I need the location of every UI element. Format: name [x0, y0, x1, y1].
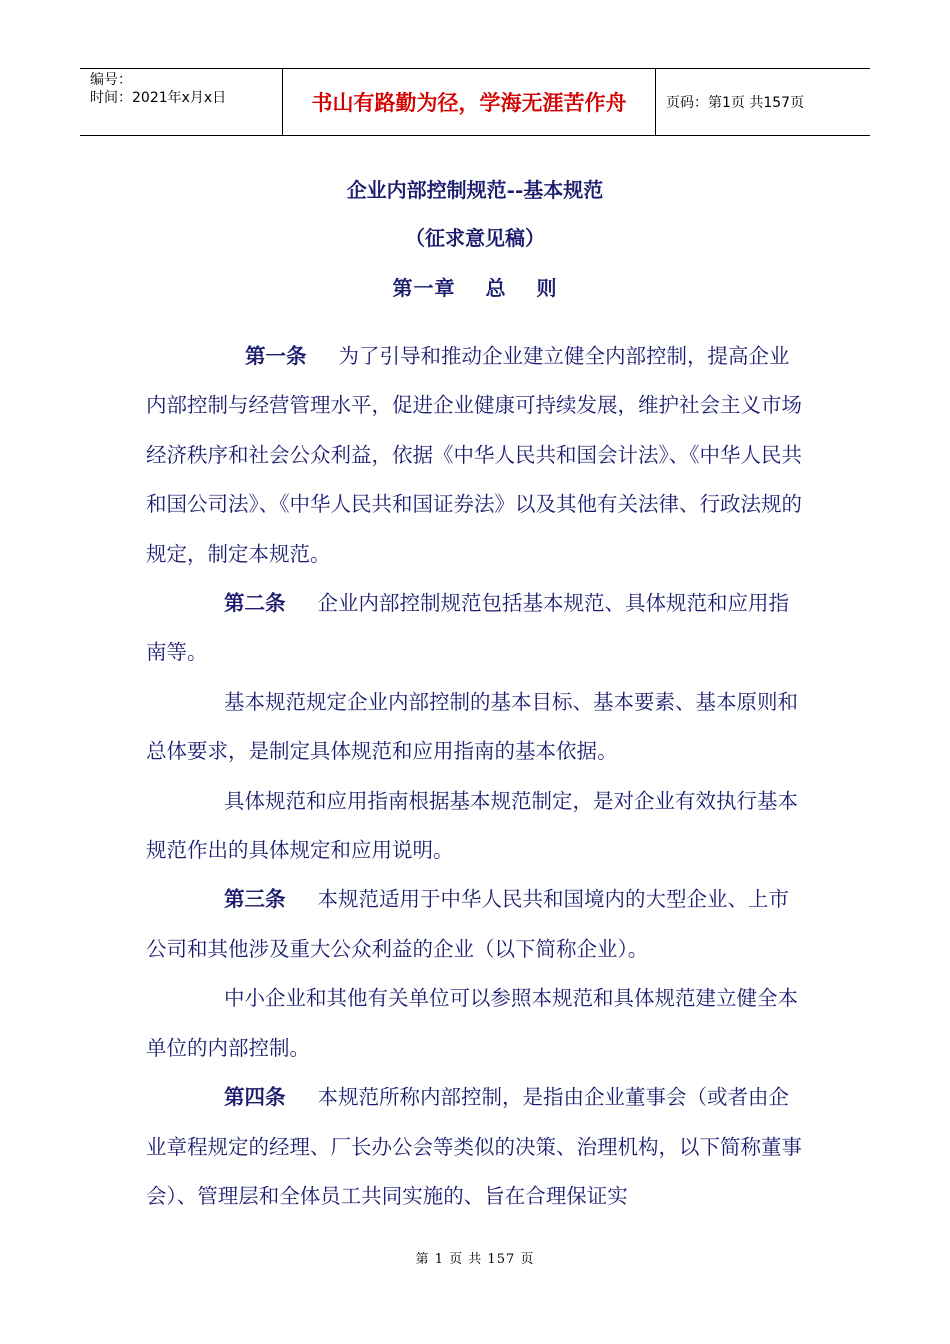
- article-label: 第一条: [245, 344, 307, 368]
- chapter-number: 第一章: [392, 276, 456, 300]
- paragraph: [146, 777, 806, 876]
- paragraph: [146, 875, 806, 974]
- document-subtitle: （征求意见稿）: [405, 226, 545, 250]
- paragraph-text: 中小企业和其他有关单位可以参照本规范和具体规范建立健全本单位的内部控制。: [146, 986, 798, 1060]
- header-meta: [80, 69, 282, 135]
- paragraph-text: 具体规范和应用指南根据基本规范制定，是对企业有效执行基本规范作出的具体规定和应用说明。: [146, 788, 798, 863]
- document-number-label: 编号：: [90, 72, 132, 88]
- chapter-title-part-1: 总: [485, 276, 507, 300]
- paragraph: [146, 579, 806, 678]
- header-page-info: 页码：第1页 共157页: [666, 95, 805, 111]
- paragraph: [146, 974, 806, 1073]
- chapter-title-part-2: 则: [536, 276, 558, 300]
- page-footer: 第 1 页 共 157 页: [415, 1252, 535, 1267]
- paragraph-text: 为了引导和推动企业建立健全内部控制，提高企业内部控制与经营管理水平，促进企业健康可持续发展，维护社会主义市场经济秩序和社会公众利益，依据《中华人民共和国会计法》、《中华人民共和国公司法》、《中华人民共和国证券法》以及其他有关法律、行政法规的规定，制定本规范。: [146, 344, 802, 566]
- header-motto: 书山有路勤为径，学海无涯苦作舟: [282, 69, 656, 135]
- paragraph-text: 本规范所称内部控制，是指由企业董事会（或者由企业章程规定的经理、厂长办公会等类似的决策、治理机构，以下简称董事会）、管理层和全体员工共同实施的、旨在合理保证实: [146, 1085, 802, 1208]
- paragraph-text: 基本规范规定企业内部控制的基本目标、基本要素、基本原则和总体要求，是制定具体规范和应用指南的基本依据。: [146, 689, 798, 764]
- paragraph: [146, 332, 806, 579]
- article-label: 第三条: [224, 887, 286, 912]
- paragraph-text: 企业内部控制规范包括基本规范、具体规范和应用指南等。: [146, 591, 789, 665]
- paragraph-text: 本规范适用于中华人民共和国境内的大型企业、上市公司和其他涉及重大公众利益的企业（以下简称企业）。: [146, 887, 789, 961]
- document-body: [146, 332, 806, 1221]
- paragraph: [146, 678, 806, 777]
- chapter-heading: [0, 272, 950, 301]
- document-title: 企业内部控制规范--基本规范: [346, 178, 604, 202]
- paragraph: [146, 1073, 806, 1221]
- page-header: [80, 68, 870, 136]
- article-label: 第四条: [224, 1085, 286, 1110]
- article-label: 第二条: [224, 591, 286, 616]
- document-time-label: 时间：2021年x月x日: [90, 90, 227, 106]
